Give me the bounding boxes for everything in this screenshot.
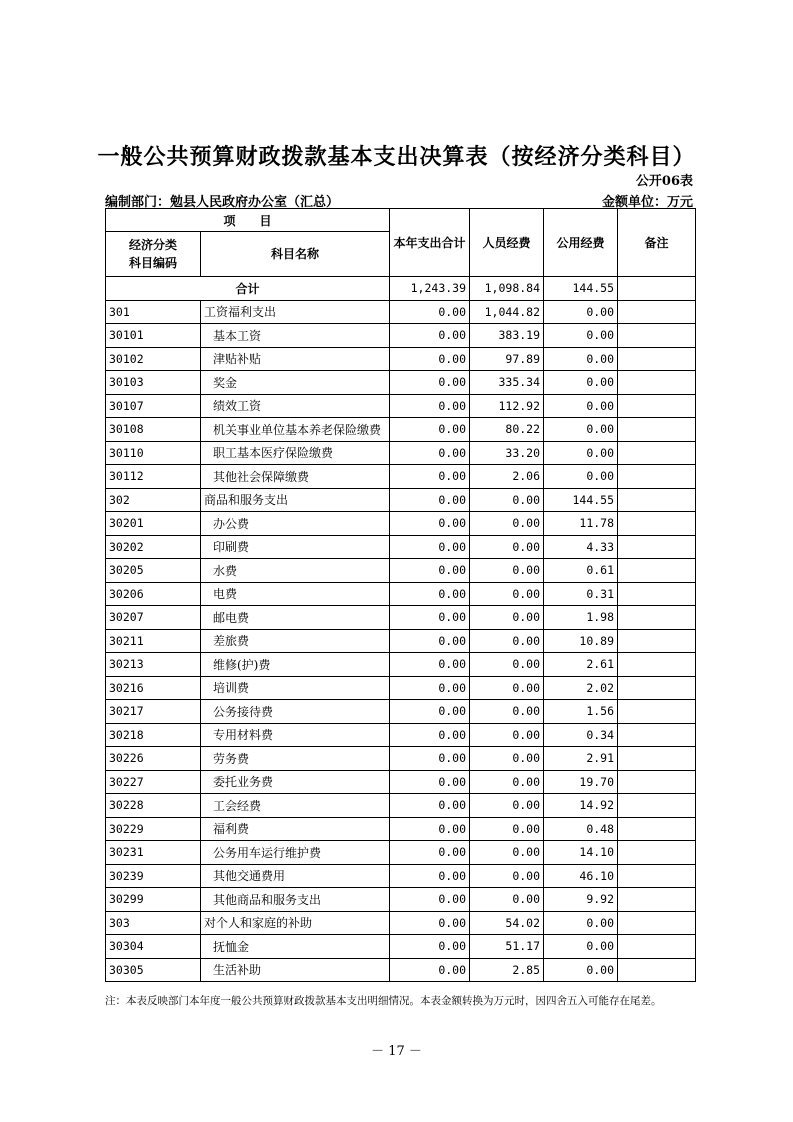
row-code: 30207 [106,606,201,630]
page-title: 一般公共预算财政拨款基本支出决算表（按经济分类科目） [97,144,696,170]
row-code: 30205 [106,559,201,583]
row-code: 30110 [106,441,201,465]
document-code: 公开06表 [635,174,693,189]
total-row [106,277,696,301]
row-remark [618,723,696,747]
row-public: 0.00 [544,958,618,982]
row-total: 0.00 [390,723,470,747]
row-code: 30218 [106,723,201,747]
row-total: 0.00 [390,418,470,442]
row-remark [618,770,696,794]
row-name: 职工基本医疗保险缴费 [201,441,390,465]
table-row [106,465,696,489]
row-name: 差旅费 [201,629,390,653]
row-name: 工会经费 [201,794,390,818]
row-total: 0.00 [390,512,470,536]
row-name: 对个人和家庭的补助 [201,911,390,935]
row-public: 0.48 [544,817,618,841]
row-code: 30305 [106,958,201,982]
row-name: 委托业务费 [201,770,390,794]
row-public: 2.02 [544,676,618,700]
row-remark [618,676,696,700]
table-row [106,770,696,794]
row-personnel: 0.00 [470,864,544,888]
row-personnel: 0.00 [470,582,544,606]
row-personnel: 51.17 [470,935,544,959]
row-personnel: 0.00 [470,488,544,512]
row-total: 0.00 [390,371,470,395]
row-name: 劳务费 [201,747,390,771]
row-public: 14.92 [544,794,618,818]
row-code: 30103 [106,371,201,395]
footnote: 注：本表反映部门本年度一般公共预算财政拨款基本支出明细情况。本表金额转换为万元时，因四舍五入可能存在尾差。 [105,995,662,1007]
row-code: 30217 [106,700,201,724]
row-personnel: 112.92 [470,394,544,418]
row-public: 11.78 [544,512,618,536]
row-code: 302 [106,488,201,512]
row-name: 公务用车运行维护费 [201,841,390,865]
row-total: 0.00 [390,535,470,559]
row-remark [618,582,696,606]
row-remark [618,747,696,771]
row-name: 水费 [201,559,390,583]
row-personnel: 0.00 [470,512,544,536]
row-code: 30213 [106,653,201,677]
row-name: 印刷费 [201,535,390,559]
row-public: 0.00 [544,441,618,465]
table-row [106,629,696,653]
row-name: 电费 [201,582,390,606]
row-remark [618,465,696,489]
row-name: 福利费 [201,817,390,841]
table-row [106,676,696,700]
row-code: 30299 [106,888,201,912]
row-public: 0.00 [544,347,618,371]
table-row [106,441,696,465]
row-total: 0.00 [390,606,470,630]
table-row [106,700,696,724]
table-row [106,559,696,583]
row-public: 0.31 [544,582,618,606]
row-name: 奖金 [201,371,390,395]
row-public: 0.00 [544,324,618,348]
table-row [106,888,696,912]
row-remark [618,347,696,371]
row-public: 0.00 [544,394,618,418]
row-personnel: 54.02 [470,911,544,935]
row-public: 144.55 [544,488,618,512]
row-personnel: 1,044.82 [470,300,544,324]
row-personnel: 0.00 [470,700,544,724]
total-label: 合计 [106,277,390,301]
row-personnel: 97.89 [470,347,544,371]
header-public: 公用经费 [544,209,618,277]
row-code: 30202 [106,535,201,559]
row-public: 0.34 [544,723,618,747]
table-row [106,817,696,841]
row-code: 30304 [106,935,201,959]
row-remark [618,794,696,818]
row-total: 0.00 [390,582,470,606]
header-remark: 备注 [618,209,696,277]
row-public: 9.92 [544,888,618,912]
row-remark [618,606,696,630]
row-personnel: 0.00 [470,629,544,653]
table-row [106,653,696,677]
table-row [106,371,696,395]
header-item: 项 目 [106,209,390,232]
row-name: 津贴补贴 [201,347,390,371]
row-name: 专用材料费 [201,723,390,747]
row-remark [618,841,696,865]
row-total: 0.00 [390,911,470,935]
row-public: 0.00 [544,371,618,395]
row-public: 0.00 [544,935,618,959]
row-name: 维修(护)费 [201,653,390,677]
row-remark [618,559,696,583]
header-total: 本年支出合计 [390,209,470,277]
row-public: 0.61 [544,559,618,583]
expenditure-table [105,208,696,982]
row-remark [618,958,696,982]
table-row [106,935,696,959]
row-remark [618,512,696,536]
page-number: － 17 － [371,1044,422,1059]
row-code: 30239 [106,864,201,888]
row-total: 0.00 [390,629,470,653]
row-code: 30107 [106,394,201,418]
row-name: 公务接待费 [201,700,390,724]
row-total: 0.00 [390,324,470,348]
row-personnel: 33.20 [470,441,544,465]
row-remark [618,653,696,677]
row-total: 0.00 [390,794,470,818]
row-name: 培训费 [201,676,390,700]
row-remark [618,418,696,442]
row-personnel: 80.22 [470,418,544,442]
row-total: 0.00 [390,700,470,724]
row-personnel: 2.06 [470,465,544,489]
table-row [106,535,696,559]
row-remark [618,888,696,912]
row-code: 30201 [106,512,201,536]
row-total: 0.00 [390,347,470,371]
unit-label: 金额单位：万元 [601,195,693,210]
row-total: 0.00 [390,394,470,418]
row-public: 46.10 [544,864,618,888]
row-total: 0.00 [390,770,470,794]
row-total: 0.00 [390,888,470,912]
table-row [106,582,696,606]
header-econ-code-line1: 经济分类 [128,238,177,252]
row-personnel: 0.00 [470,770,544,794]
row-personnel: 0.00 [470,723,544,747]
row-total: 0.00 [390,653,470,677]
row-public: 4.33 [544,535,618,559]
row-public: 1.56 [544,700,618,724]
row-code: 30229 [106,817,201,841]
row-total: 0.00 [390,817,470,841]
row-code: 301 [106,300,201,324]
row-name: 机关事业单位基本养老保险缴费 [201,418,390,442]
table-row [106,747,696,771]
row-public: 19.70 [544,770,618,794]
row-code: 30227 [106,770,201,794]
row-total: 0.00 [390,465,470,489]
row-personnel: 2.85 [470,958,544,982]
row-remark [618,911,696,935]
row-name: 抚恤金 [201,935,390,959]
table-row [106,418,696,442]
row-total: 0.00 [390,559,470,583]
total-row-remark [618,277,696,301]
row-public: 10.89 [544,629,618,653]
row-total: 0.00 [390,841,470,865]
table-row [106,394,696,418]
row-remark [618,441,696,465]
row-code: 30112 [106,465,201,489]
table-row [106,864,696,888]
row-total: 0.00 [390,300,470,324]
row-code: 30228 [106,794,201,818]
table-row [106,324,696,348]
row-total: 0.00 [390,488,470,512]
row-personnel: 0.00 [470,747,544,771]
row-code: 30216 [106,676,201,700]
row-personnel: 0.00 [470,559,544,583]
table-row [106,300,696,324]
row-remark [618,488,696,512]
row-public: 14.10 [544,841,618,865]
row-code: 30102 [106,347,201,371]
header-econ-code-line2: 科目编码 [128,256,177,270]
row-public: 1.98 [544,606,618,630]
row-personnel: 0.00 [470,841,544,865]
row-code: 30211 [106,629,201,653]
table-row [106,911,696,935]
table-row [106,347,696,371]
row-code: 303 [106,911,201,935]
row-name: 商品和服务支出 [201,488,390,512]
header-econ-code [106,232,201,277]
row-public: 2.91 [544,747,618,771]
row-public: 0.00 [544,465,618,489]
row-total: 0.00 [390,958,470,982]
table-row [106,841,696,865]
table-row [106,958,696,982]
row-remark [618,324,696,348]
row-name: 办公费 [201,512,390,536]
row-personnel: 0.00 [470,676,544,700]
table-row [106,723,696,747]
row-name: 邮电费 [201,606,390,630]
row-code: 30108 [106,418,201,442]
row-code: 30101 [106,324,201,348]
total-row-public: 144.55 [544,277,618,301]
row-personnel: 0.00 [470,535,544,559]
row-public: 2.61 [544,653,618,677]
row-code: 30206 [106,582,201,606]
row-personnel: 383.19 [470,324,544,348]
row-public: 0.00 [544,911,618,935]
row-public: 0.00 [544,418,618,442]
row-personnel: 0.00 [470,653,544,677]
row-total: 0.00 [390,864,470,888]
header-personnel: 人员经费 [470,209,544,277]
row-name: 其他商品和服务支出 [201,888,390,912]
row-personnel: 0.00 [470,606,544,630]
table-row [106,606,696,630]
row-name: 工资福利支出 [201,300,390,324]
row-remark [618,394,696,418]
row-personnel: 0.00 [470,888,544,912]
row-name: 基本工资 [201,324,390,348]
row-total: 0.00 [390,747,470,771]
table-row [106,488,696,512]
row-remark [618,817,696,841]
table-row [106,794,696,818]
row-remark [618,935,696,959]
row-remark [618,864,696,888]
row-public: 0.00 [544,300,618,324]
total-row-personnel: 1,098.84 [470,277,544,301]
row-name: 绩效工资 [201,394,390,418]
row-remark [618,300,696,324]
row-name: 其他社会保障缴费 [201,465,390,489]
row-remark [618,629,696,653]
row-remark [618,700,696,724]
row-code: 30226 [106,747,201,771]
row-name: 其他交通费用 [201,864,390,888]
department-label: 编制部门：勉县人民政府办公室（汇总） [105,195,340,210]
row-total: 0.00 [390,676,470,700]
table-row [106,512,696,536]
row-total: 0.00 [390,441,470,465]
row-remark [618,535,696,559]
row-name: 生活补助 [201,958,390,982]
row-personnel: 0.00 [470,794,544,818]
total-row-total: 1,243.39 [390,277,470,301]
row-remark [618,371,696,395]
header-subject-name: 科目名称 [201,232,390,277]
row-personnel: 335.34 [470,371,544,395]
row-code: 30231 [106,841,201,865]
row-personnel: 0.00 [470,817,544,841]
row-total: 0.00 [390,935,470,959]
